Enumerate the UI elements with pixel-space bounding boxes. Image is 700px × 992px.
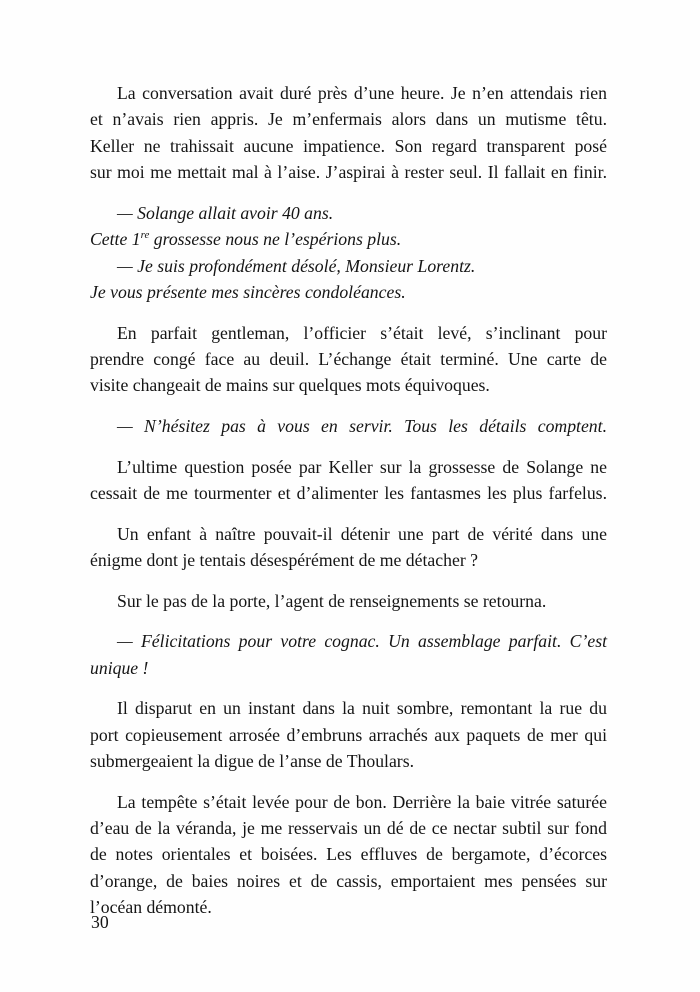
text-segment: Cette 1 (90, 229, 141, 250)
text-line: sur moi me mettait mal à l’aise. J’aspirai à rester seul. Il fallait en finir. (90, 162, 607, 183)
paragraph-2 (90, 320, 607, 399)
text-line: Il disparut en un instant dans la nuit sombre, remontant la rue du (117, 698, 607, 719)
text-line: Sur le pas de la porte, l’agent de renseignements se retourna. (117, 590, 547, 611)
paragraph-5 (90, 588, 607, 614)
page-content (90, 80, 607, 921)
text-segment: grossesse nous ne l’espérions plus. (149, 229, 402, 250)
page-number: 30 (91, 912, 109, 932)
ordinal-superscript: re (140, 229, 150, 242)
text-line: prendre congé face au deuil. L’échange était terminé. Une carte de (90, 349, 607, 370)
paragraph-6 (90, 695, 607, 774)
text-line: unique ! (90, 657, 149, 678)
text-line: énigme dont je tentais désespérément de me détacher ? (90, 550, 478, 571)
text-line: L’ultime question posée par Keller sur la grossesse de Solange ne (117, 456, 607, 477)
dialogue-block-1 (90, 200, 607, 306)
paragraph-1 (90, 80, 607, 186)
text-line: — N’hésitez pas à vous en servir. Tous les détails comptent. (117, 416, 607, 437)
dialogue-block-3 (90, 628, 607, 681)
dialogue-block-2 (90, 413, 607, 439)
text-line: et n’avais rien appris. Je m’enfermais alors dans un mutisme têtu. (90, 109, 607, 130)
paragraph-4 (90, 521, 607, 574)
text-line: cessait de me tourmenter et d’alimenter les fantasmes les plus farfelus. (90, 483, 607, 504)
text-line: visite changeait de mains sur quelques mots équivoques. (90, 375, 490, 396)
text-line: La conversation avait duré près d’une heure. Je n’en attendais rien (117, 83, 607, 103)
text-line: d’eau de la véranda, je me resservais un dé de ce nectar subtil sur fond (90, 818, 607, 839)
text-line: de notes orientales et boisées. Les effluves de bergamote, d’écorces (90, 844, 607, 865)
text-line: La tempête s’était levée pour de bon. Derrière la baie vitrée saturée (117, 791, 607, 812)
text-line: d’orange, de baies noires et de cassis, emportaient mes pensées sur (90, 870, 607, 891)
text-line: l’océan démonté. (90, 897, 212, 918)
text-line (90, 226, 607, 252)
text-line: — Solange allait avoir 40 ans. (117, 202, 334, 223)
paragraph-3 (90, 454, 607, 507)
text-line: — Je suis profondément désolé, Monsieur Lorentz. (117, 255, 476, 276)
text-line: — Félicitations pour votre cognac. Un assemblage parfait. C’est (117, 631, 607, 652)
text-line: Un enfant à naître pouvait-il détenir une part de vérité dans une (117, 523, 607, 544)
text-line: Keller ne trahissait aucune impatience. Son regard transparent posé (90, 135, 607, 156)
text-line: submergeaient la digue de l’anse de Thoulars. (90, 751, 415, 772)
text-line: Je vous présente mes sincères condoléances. (90, 282, 406, 303)
paragraph-7 (90, 789, 607, 921)
text-line: port copieusement arrosée d’embruns arrachés aux paquets de mer qui (90, 724, 607, 745)
text-line: En parfait gentleman, l’officier s’était levé, s’inclinant pour (117, 322, 607, 343)
